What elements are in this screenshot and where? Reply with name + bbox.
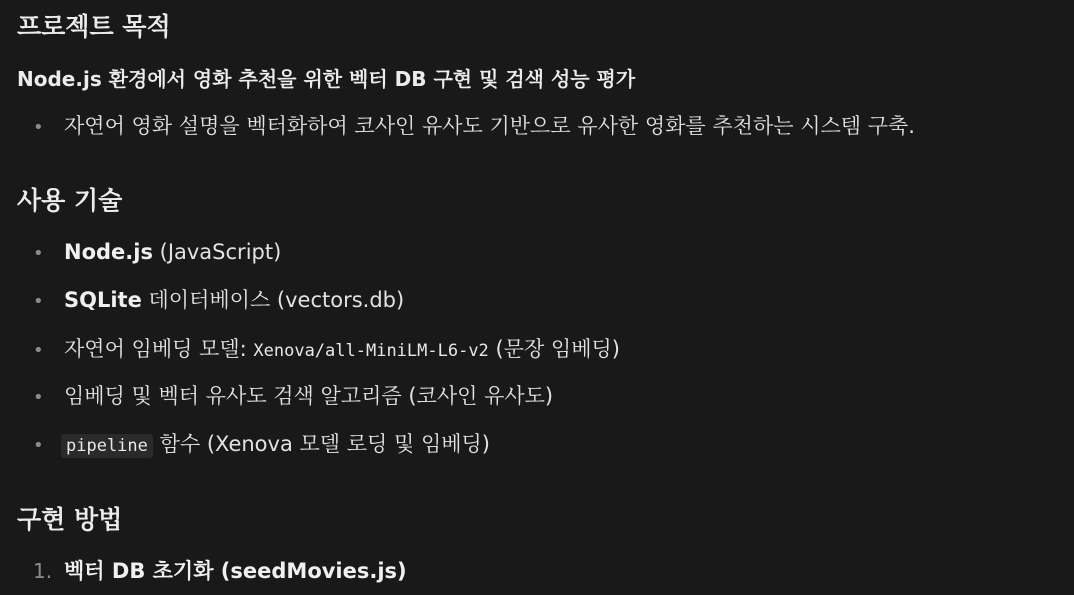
bullet-marker: • <box>33 387 44 408</box>
tech-detail: (JavaScript) <box>152 240 282 264</box>
list-item <box>33 434 490 455</box>
bullet-marker: • <box>33 291 44 312</box>
model-code: Xenova/all-MiniLM-L6-v2 <box>253 341 489 361</box>
bullet-marker: • <box>33 117 44 138</box>
list-item <box>33 242 281 263</box>
list-item-text: 자연어 영화 설명을 벡터화하여 코사인 유사도 기반으로 유사한 영화를 추천하는 시스템 구축. <box>64 114 915 138</box>
bullet-marker: • <box>33 435 44 456</box>
list-item <box>33 561 407 582</box>
tech-detail: 함수 (Xenova 모델 로딩 및 임베딩) <box>152 432 491 456</box>
tech-detail: (문장 임베딩) <box>488 337 620 361</box>
heading-implementation: 구현 방법 <box>17 505 123 534</box>
tech-label: 자연어 임베딩 모델: <box>64 337 254 361</box>
list-item <box>33 116 915 137</box>
step-title: 벡터 DB 초기화 (seedMovies.js) <box>64 559 407 583</box>
list-item-text: 임베딩 및 벡터 유사도 검색 알고리즘 (코사인 유사도) <box>64 384 554 408</box>
project-subtitle: Node.js 환경에서 영화 추천을 위한 벡터 DB 구현 및 검색 성능 평가 <box>17 67 636 91</box>
bullet-marker: • <box>33 243 44 264</box>
heading-project-purpose: 프로젝트 목적 <box>17 12 171 41</box>
step-number: 1. <box>33 559 53 583</box>
tech-name: Node.js <box>64 240 153 264</box>
list-item <box>33 386 553 407</box>
tech-detail: 데이터베이스 (vectors.db) <box>141 288 405 312</box>
heading-tech-stack: 사용 기술 <box>17 186 123 215</box>
list-item <box>33 339 620 360</box>
bullet-marker: • <box>33 340 44 361</box>
tech-name: SQLite <box>64 288 142 312</box>
pipeline-code: pipeline <box>61 434 153 458</box>
list-item <box>33 290 404 311</box>
